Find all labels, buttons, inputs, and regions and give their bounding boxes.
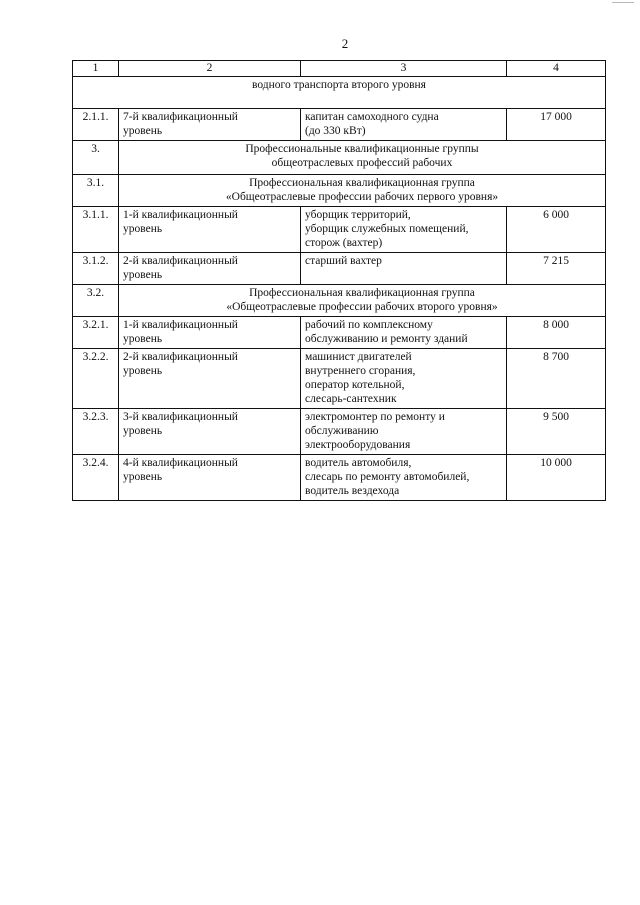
salary-value: 17 000 (507, 109, 606, 141)
row-number: 3.2. (73, 285, 119, 317)
row-number: 3.1.1. (73, 207, 119, 253)
qualification-level: 1-й квалификационный уровень (119, 207, 301, 253)
row-number: 3.2.3. (73, 409, 119, 455)
table-row (73, 455, 606, 501)
group-heading-row (73, 285, 606, 317)
salary-value: 6 000 (507, 207, 606, 253)
qualification-level: 4-й квалификационный уровень (119, 455, 301, 501)
continuation-row (73, 77, 606, 109)
position-list: электромонтер по ремонту и обслуживанию электрооборудования (301, 409, 507, 455)
salary-table (72, 60, 606, 501)
salary-value: 8 000 (507, 317, 606, 349)
position-list: старший вахтер (301, 253, 507, 285)
position-list: уборщик территорий, уборщик служебных помещений, сторож (вахтер) (301, 207, 507, 253)
row-number: 3.2.1. (73, 317, 119, 349)
group-title: Профессиональные квалификационные группы общеотраслевых профессий рабочих (119, 141, 606, 175)
group-heading-row (73, 175, 606, 207)
row-number: 3. (73, 141, 119, 175)
column-number-2: 2 (119, 61, 301, 77)
row-number: 2.1.1. (73, 109, 119, 141)
salary-value: 8 700 (507, 349, 606, 409)
row-number: 3.1.2. (73, 253, 119, 285)
column-number-3: 3 (301, 61, 507, 77)
salary-value: 10 000 (507, 455, 606, 501)
salary-value: 7 215 (507, 253, 606, 285)
row-number: 3.2.4. (73, 455, 119, 501)
position-list: машинист двигателей внутреннего сгорания, оператор котельной, слесарь-сантехник (301, 349, 507, 409)
qualification-level: 2-й квалификационный уровень (119, 253, 301, 285)
salary-value: 9 500 (507, 409, 606, 455)
position-list: капитан самоходного судна (до 330 кВт) (301, 109, 507, 141)
row-number: 3.1. (73, 175, 119, 207)
table-row (73, 409, 606, 455)
qualification-level: 1-й квалификационный уровень (119, 317, 301, 349)
table-row (73, 207, 606, 253)
qualification-level: 2-й квалификационный уровень (119, 349, 301, 409)
position-list: рабочий по комплексному обслуживанию и ремонту зданий (301, 317, 507, 349)
group-title: Профессиональная квалификационная группа «Общеотраслевые профессии рабочих второго уровня» (119, 285, 606, 317)
scan-corner-mark (612, 2, 634, 5)
table-row (73, 253, 606, 285)
group-title: Профессиональная квалификационная группа «Общеотраслевые профессии рабочих первого уровня» (119, 175, 606, 207)
column-number-4: 4 (507, 61, 606, 77)
continuation-text: водного транспорта второго уровня (73, 77, 606, 109)
table-header-row (73, 61, 606, 77)
table-row (73, 317, 606, 349)
page-number: 2 (341, 36, 349, 51)
qualification-level: 3-й квалификационный уровень (119, 409, 301, 455)
row-number: 3.2.2. (73, 349, 119, 409)
group-heading-row (73, 141, 606, 175)
table-row (73, 349, 606, 409)
qualification-level: 7-й квалификационный уровень (119, 109, 301, 141)
position-list: водитель автомобиля, слесарь по ремонту автомобилей, водитель вездехода (301, 455, 507, 501)
column-number-1: 1 (73, 61, 119, 77)
table-row (73, 109, 606, 141)
